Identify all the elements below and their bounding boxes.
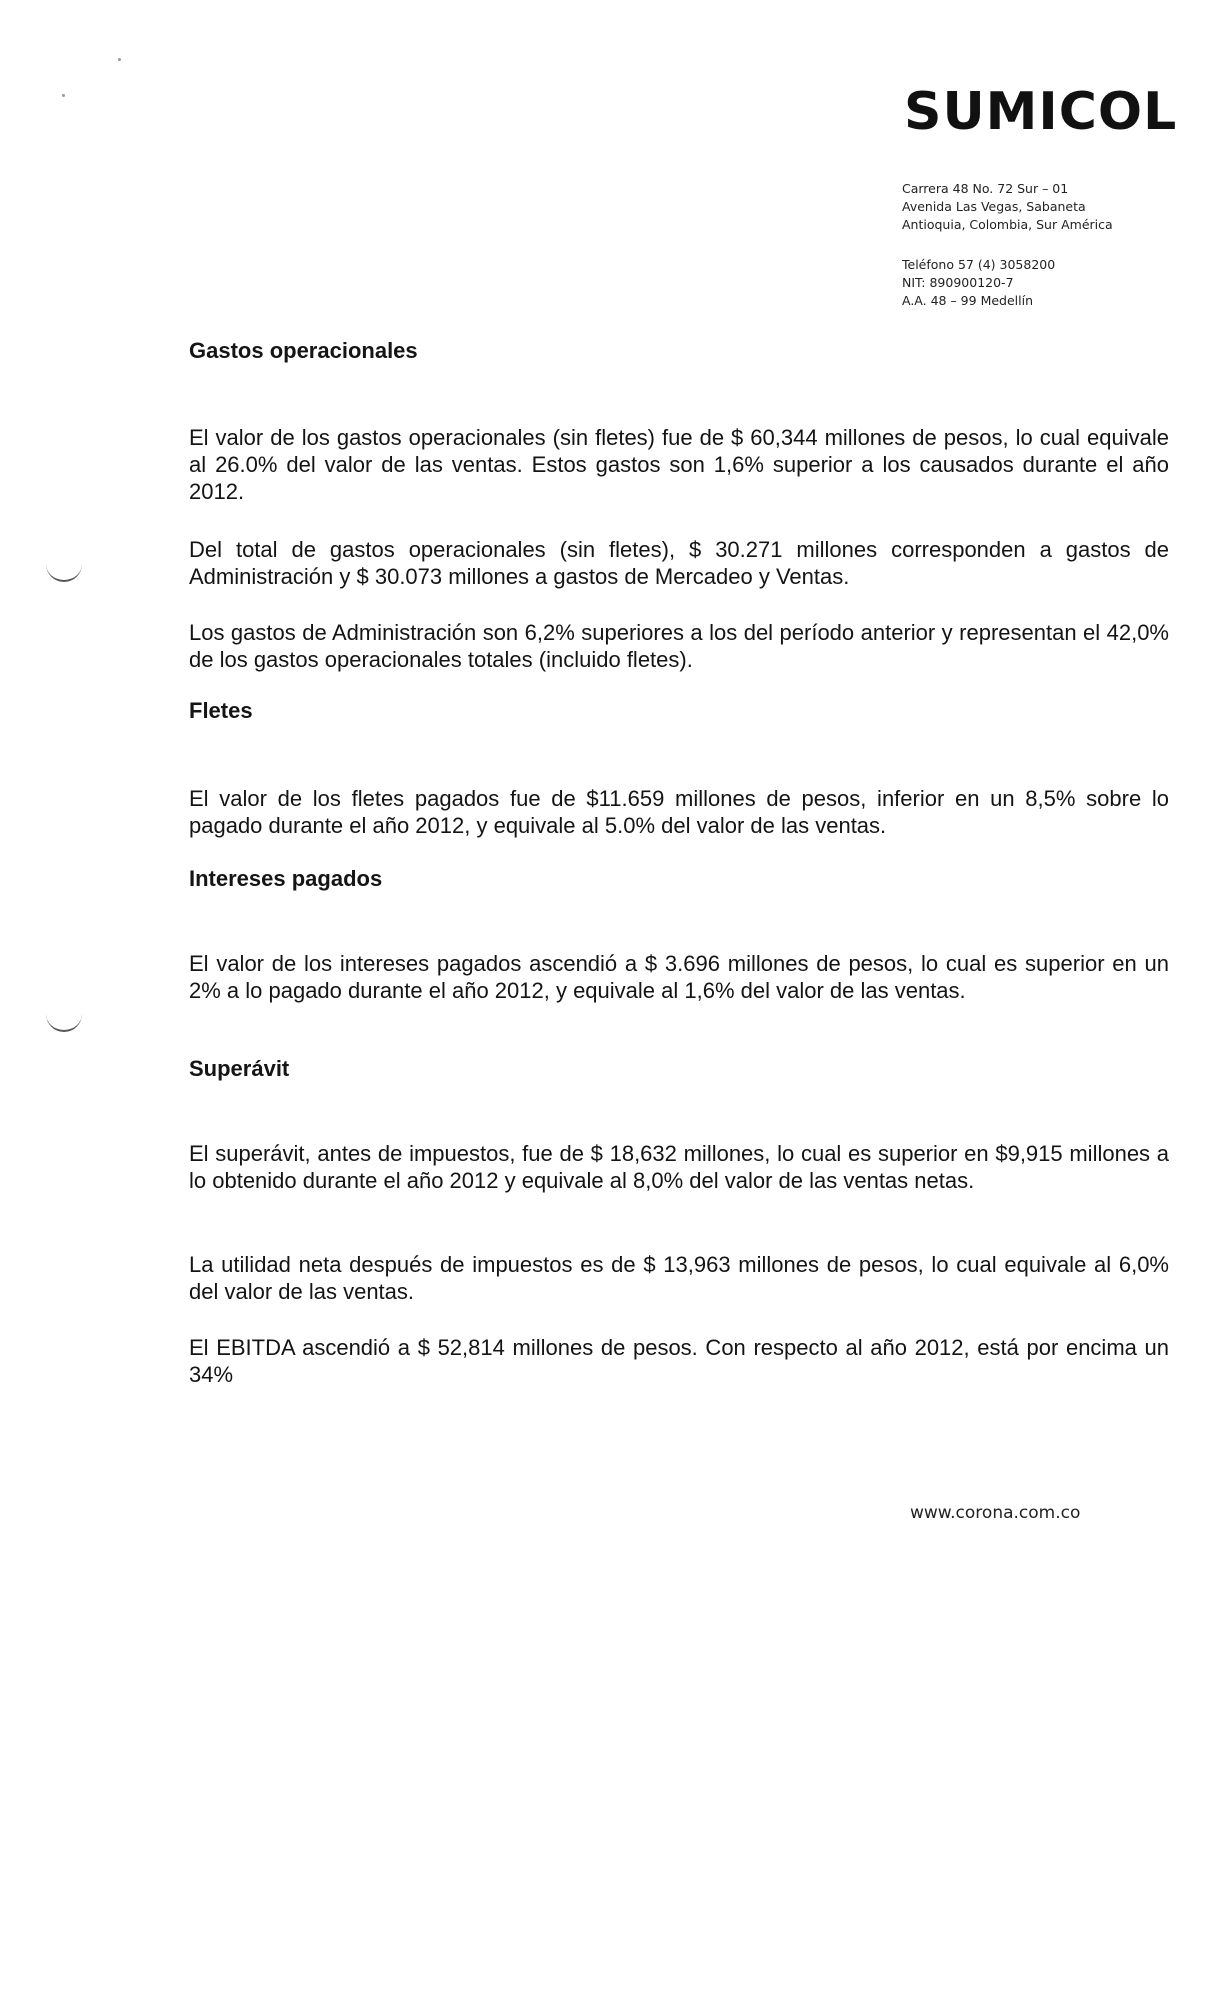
contact-line: NIT: 890900120-7 bbox=[902, 275, 1014, 290]
paragraph-intereses-1: El valor de los intereses pagados ascendió a $ 3.696 millones de pesos, lo cual es superior en un 2% a lo pagado durante el año 2012, y equivale al 1,6% del valor de las ventas. bbox=[189, 951, 1169, 1003]
paragraph-superavit-2: La utilidad neta después de impuestos es de $ 13,963 millones de pesos, lo cual equivale al 6,0% del valor de las ventas. bbox=[189, 1252, 1169, 1304]
address-line: Antioquia, Colombia, Sur América bbox=[902, 217, 1113, 232]
company-logo: SUMICOL bbox=[904, 82, 1178, 142]
contact-line: A.A. 48 – 99 Medellín bbox=[902, 293, 1034, 308]
paragraph-fletes-1: El valor de los fletes pagados fue de $11.659 millones de pesos, inferior en un 8,5% sobre lo pagado durante el año 2012, y equivale al 5.0% del valor de las ventas. bbox=[189, 786, 1169, 838]
paragraph-superavit-1: El superávit, antes de impuestos, fue de $ 18,632 millones, lo cual es superior en $9,915 millones a lo obtenido durante el año 2012 y equivale al 8,0% del valor de las ventas netas. bbox=[189, 1141, 1169, 1193]
company-contact bbox=[902, 256, 1055, 310]
heading-superavit: Superávit bbox=[189, 1056, 290, 1081]
heading-gastos-operacionales: Gastos operacionales bbox=[189, 338, 418, 363]
scan-speck bbox=[62, 94, 65, 97]
footer-website: www.corona.com.co bbox=[910, 1503, 1081, 1523]
paragraph-gastos-1: El valor de los gastos operacionales (sin fletes) fue de $ 60,344 millones de pesos, lo cual equivale al 26.0% del valor de las ventas. Estos gastos son 1,6% superior a los causados durante el año 2012. bbox=[189, 425, 1169, 504]
heading-intereses-pagados: Intereses pagados bbox=[189, 866, 383, 891]
scan-speck bbox=[118, 58, 121, 61]
paragraph-gastos-3: Los gastos de Administración son 6,2% superiores a los del período anterior y representan el 42,0% de los gastos operacionales totales (incluido fletes). bbox=[189, 620, 1169, 672]
address-line: Carrera 48 No. 72 Sur – 01 bbox=[902, 181, 1069, 196]
punch-hole-mark bbox=[46, 1010, 82, 1032]
heading-fletes: Fletes bbox=[189, 698, 253, 723]
company-address bbox=[902, 180, 1113, 234]
punch-hole-mark bbox=[46, 560, 82, 582]
contact-line: Teléfono 57 (4) 3058200 bbox=[902, 257, 1056, 272]
address-line: Avenida Las Vegas, Sabaneta bbox=[902, 199, 1086, 214]
paragraph-gastos-2: Del total de gastos operacionales (sin fletes), $ 30.271 millones corresponden a gastos de Administración y $ 30.073 millones a gastos de Mercadeo y Ventas. bbox=[189, 537, 1169, 589]
paragraph-superavit-3: El EBITDA ascendió a $ 52,814 millones de pesos. Con respecto al año 2012, está por encima un 34% bbox=[189, 1335, 1169, 1387]
